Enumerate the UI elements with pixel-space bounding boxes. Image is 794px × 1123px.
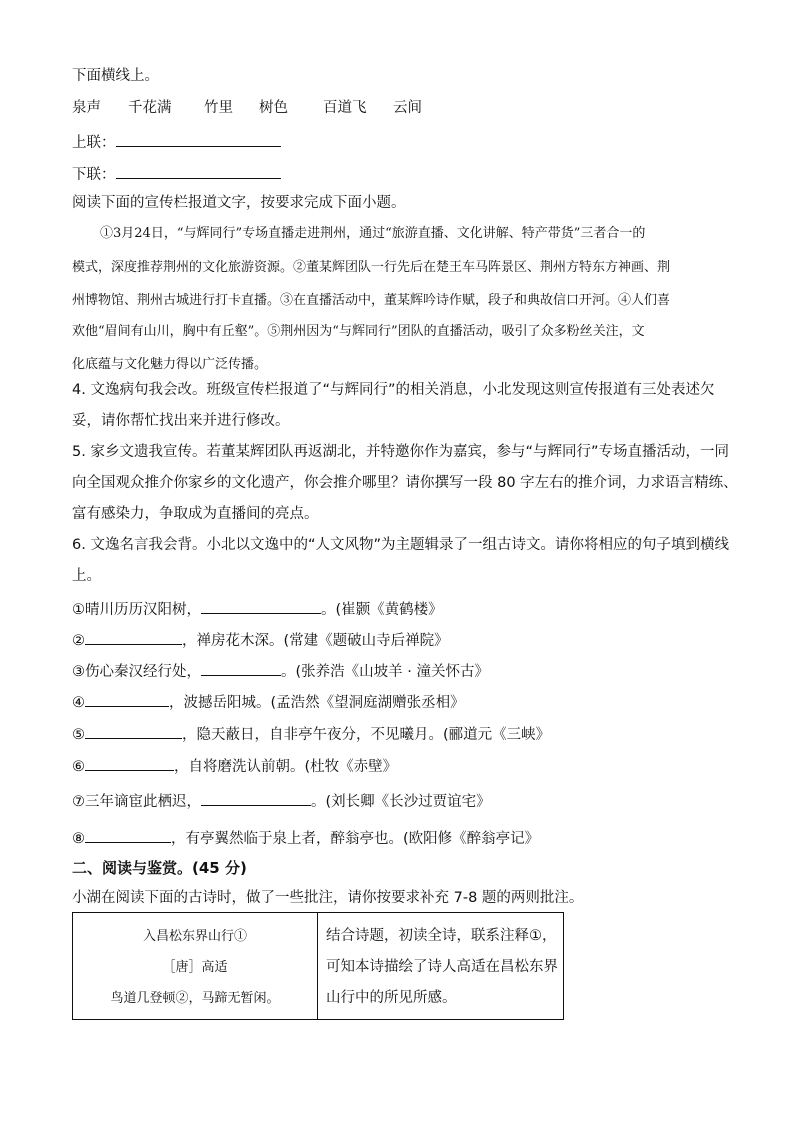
q4-line: 4. 文逸病句我会改。班级宣传栏报道了“与辉同行”的相关消息，小北发现这则宣传报道有三处表述欠 — [72, 382, 715, 398]
fill-prefix: ② — [72, 633, 85, 649]
lower-couplet-blank[interactable] — [116, 163, 281, 179]
fill-blank[interactable] — [85, 629, 182, 645]
fill-suffix: ，禅房花木深。(常建《题破山寺后禅院》 — [182, 633, 449, 649]
upper-couplet-blank[interactable] — [116, 131, 281, 147]
word-item: 竹里 — [204, 100, 233, 116]
report-line: 州博物馆、荆州古城进行打卡直播。③在直播活动中，董某辉吟诗作赋，段子和典故信口开河。④人们喜 — [72, 293, 671, 308]
fill-prefix: ①晴川历历汉阳树， — [72, 602, 201, 618]
fill-blank[interactable] — [85, 755, 174, 771]
fill-blank[interactable] — [85, 691, 169, 707]
fill-item — [72, 755, 397, 777]
report-line: 化底蕴与文化魅力得以广泛传播。 — [72, 357, 268, 372]
fill-prefix: ⑥ — [72, 759, 85, 775]
fill-item — [72, 691, 465, 713]
annotation-line: 可知本诗描绘了诗人高适在昌松东界 — [326, 959, 558, 975]
word-bank — [72, 98, 472, 118]
word-item: 树色 — [259, 100, 288, 116]
q5-line: 向全国观众推介你家乡的文化遗产，你会推介哪里？请你撰写一段 80 字左右的推介词，力求语言精练、 — [72, 475, 738, 491]
report-line: ①3月24日，“与辉同行”专场直播走进荆州，通过“旅游直播、文化讲解、特产带货”三者合一的 — [100, 226, 646, 241]
poem-author: ［唐］高适 — [162, 960, 228, 975]
fill-blank[interactable] — [201, 660, 281, 676]
poem-annotation-table — [72, 912, 564, 1020]
poem-title: 入昌松东界山行① — [142, 929, 247, 944]
fill-suffix: 。(张养浩《山坡羊 · 潼关怀古》 — [281, 664, 489, 680]
annotation-line: 山行中的所见所感。 — [326, 990, 457, 1006]
fill-suffix: ，有亭翼然临于泉上者，醉翁亭也。(欧阳修《醉翁亭记》 — [171, 831, 540, 847]
fill-blank[interactable] — [201, 790, 311, 806]
upper-couplet-label: 上联： — [72, 135, 116, 151]
fill-item — [72, 660, 489, 682]
section-intro: 小湖在阅读下面的古诗时，做了一些批注，请你按要求补充 7-8 题的两则批注。 — [72, 890, 584, 906]
q4-line: 妥，请你帮忙找出来并进行修改。 — [72, 413, 290, 429]
annotation-cell — [318, 913, 564, 1020]
report-line: 模式，深度推荐荆州的文化旅游资源。②董某辉团队一行先后在楚王车马阵景区、荆州方特东方神画、荆 — [72, 260, 671, 275]
word-item: 千花满 — [128, 100, 172, 116]
fill-blank[interactable] — [85, 827, 171, 843]
read-instruction: 阅读下面的宣传栏报道文字，按要求完成下面小题。 — [72, 195, 406, 211]
annotation-line: 结合诗题，初读全诗，联系注释①， — [326, 928, 557, 944]
fill-prefix: ④ — [72, 695, 85, 711]
q5-line: 5. 家乡文遗我宣传。若董某辉团队再返湖北，并特邀你作为嘉宾，参与“与辉同行”专场直播活动，一同 — [72, 444, 729, 460]
word-item: 泉声 — [72, 100, 101, 116]
fill-suffix: 。(刘长卿《长沙过贾谊宅》 — [311, 794, 491, 810]
q6-line: 6. 文逸名言我会背。小北以文逸中的“人文风物”为主题辑录了一组古诗文。请你将相应的句子填到横线 — [72, 537, 729, 553]
fill-prefix: ③伤心秦汉经行处， — [72, 664, 201, 680]
word-item: 云间 — [393, 100, 422, 116]
fill-item — [72, 790, 491, 812]
lower-couplet-row — [72, 163, 281, 185]
fill-item — [72, 723, 550, 745]
fill-blank[interactable] — [85, 723, 182, 739]
fill-blank[interactable] — [201, 598, 321, 614]
fill-item — [72, 827, 539, 849]
poem-cell — [73, 913, 318, 1020]
fill-suffix: 。(崔颢《黄鹤楼》 — [321, 602, 443, 618]
fill-suffix: ，自将磨洗认前朝。(杜牧《赤壁》 — [174, 759, 398, 775]
q6-line: 上。 — [72, 568, 101, 584]
fill-prefix: ⑧ — [72, 831, 85, 847]
fill-item — [72, 629, 449, 651]
fill-suffix: ，波撼岳阳城。(孟浩然《望洞庭湖赠张丞相》 — [169, 695, 465, 711]
fill-prefix: ⑤ — [72, 727, 85, 743]
section-heading: 二、阅读与鉴赏。(45 分) — [72, 859, 247, 877]
fill-suffix: ，隐天蔽日，自非亭午夜分，不见曦月。(郦道元《三峡》 — [182, 727, 551, 743]
poem-line: 鸟道几登顿②，马蹄无暂闲。 — [110, 991, 280, 1006]
lower-couplet-label: 下联： — [72, 167, 116, 183]
fill-item — [72, 598, 443, 620]
fill-prefix: ⑦三年谪宦此栖迟， — [72, 794, 201, 810]
q5-line: 富有感染力，争取成为直播间的亮点。 — [72, 506, 319, 522]
word-item: 百道飞 — [323, 100, 367, 116]
intro-tail: 下面横线上。 — [72, 68, 159, 84]
upper-couplet-row — [72, 131, 281, 153]
report-line: 欢他“眉间有山川，胸中有丘壑”。⑤荆州因为“与辉同行”团队的直播活动，吸引了众多粉丝关注，文 — [72, 324, 645, 339]
